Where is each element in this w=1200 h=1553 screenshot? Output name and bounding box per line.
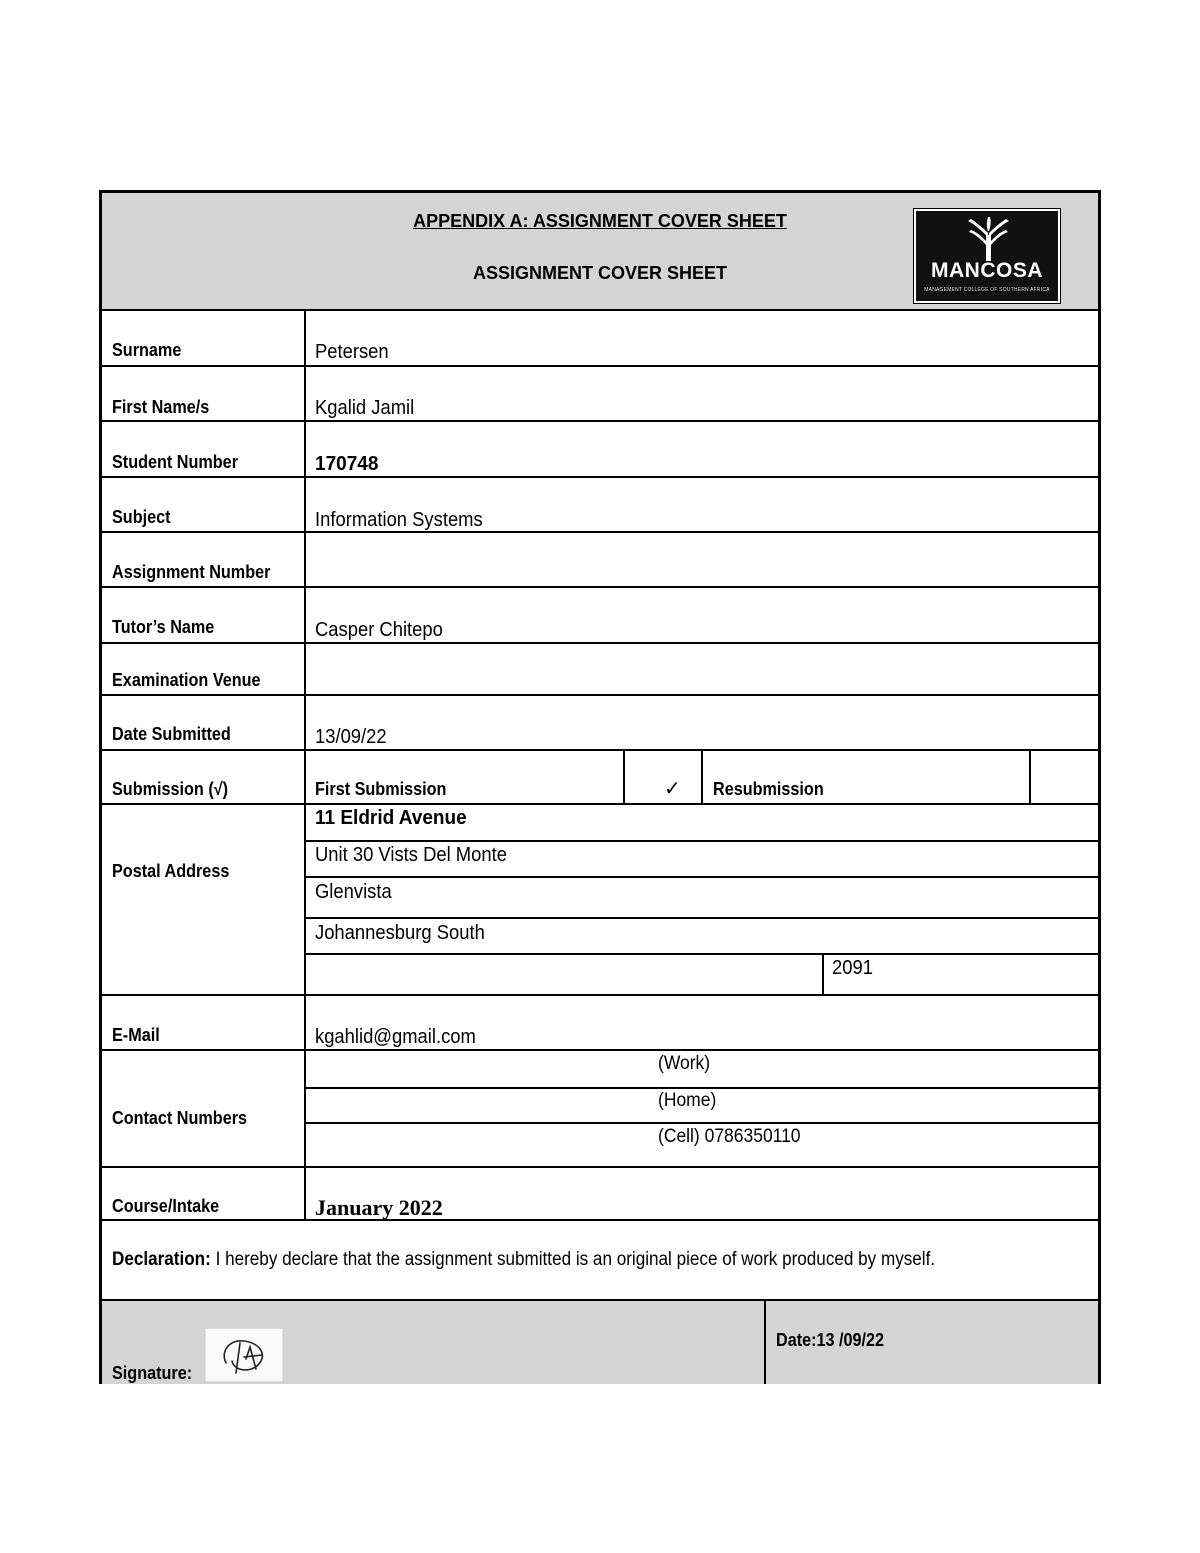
postal-line-2[interactable]: Unit 30 Vists Del Monte xyxy=(315,844,507,866)
row-divider xyxy=(102,365,1098,367)
postal-line-divider xyxy=(304,917,1098,919)
row-divider xyxy=(102,1299,1098,1301)
declaration xyxy=(112,1249,935,1271)
row-divider xyxy=(102,803,1098,805)
label-column-divider xyxy=(304,309,306,1219)
contact-numbers-label: Contact Numbers xyxy=(112,1108,248,1128)
appendix-title: APPENDIX A: ASSIGNMENT COVER SHEET xyxy=(413,211,787,231)
postal-line-divider xyxy=(304,953,1098,955)
tree-emblem-icon xyxy=(916,217,1062,263)
submission-label: Submission (√) xyxy=(112,779,229,799)
postal-address-label: Postal Address xyxy=(112,861,230,881)
submission-divider xyxy=(701,749,703,803)
surname-label: Surname xyxy=(112,340,182,360)
first-name-label: First Name/s xyxy=(112,397,210,417)
tutor-name-value[interactable]: Casper Chitepo xyxy=(315,619,443,641)
contact-home[interactable]: (Home) xyxy=(658,1090,717,1111)
logo-tagline: MANAGEMENT COLLEGE OF SOUTHERN AFRICA xyxy=(924,287,1050,293)
first-name-value[interactable]: Kgalid Jamil xyxy=(315,397,415,419)
row-divider xyxy=(102,476,1098,478)
signature-label: Signature: xyxy=(112,1363,193,1383)
postal-line-4[interactable]: Johannesburg South xyxy=(315,922,485,944)
postal-line-3[interactable]: Glenvista xyxy=(315,881,392,903)
contact-line-divider xyxy=(304,1122,1098,1124)
postal-code[interactable]: 2091 xyxy=(832,957,873,979)
postal-line-divider xyxy=(304,840,1098,842)
subject-label: Subject xyxy=(112,507,171,527)
assignment-cover-sheet xyxy=(99,190,1101,1384)
email-value[interactable]: kgahlid@gmail.com xyxy=(315,1026,476,1048)
logo-wordmark: MANCOSA xyxy=(931,259,1043,282)
footer-divider xyxy=(764,1299,766,1384)
signature-image xyxy=(205,1328,283,1382)
row-divider xyxy=(102,694,1098,696)
exam-venue-label: Examination Venue xyxy=(112,670,261,690)
student-number-value[interactable]: 170748 xyxy=(315,453,379,475)
email-label: E-Mail xyxy=(112,1025,160,1045)
mancosa-logo xyxy=(914,209,1060,303)
course-intake-value[interactable]: January 2022 xyxy=(315,1195,443,1220)
tutor-name-label: Tutor’s Name xyxy=(112,617,215,637)
row-divider xyxy=(102,749,1098,751)
row-divider xyxy=(102,1219,1098,1221)
submission-divider xyxy=(1029,749,1031,803)
course-intake-label: Course/Intake xyxy=(112,1196,220,1216)
contact-work[interactable]: (Work) xyxy=(658,1053,711,1074)
row-divider xyxy=(102,1049,1098,1051)
row-divider xyxy=(102,309,1098,311)
declaration-text: I hereby declare that the assignment submitted is an original piece of work produced by myself. xyxy=(210,1249,936,1270)
first-submission-label: First Submission xyxy=(315,779,447,799)
row-divider xyxy=(102,420,1098,422)
row-divider xyxy=(102,1166,1098,1168)
row-divider xyxy=(102,586,1098,588)
postal-line-1[interactable]: 11 Eldrid Avenue xyxy=(315,807,467,829)
signature-date: Date:13 /09/22 xyxy=(776,1330,885,1350)
resubmission-label: Resubmission xyxy=(713,779,824,799)
contact-cell[interactable]: (Cell) 0786350110 xyxy=(658,1126,801,1147)
row-divider xyxy=(102,994,1098,996)
submission-divider xyxy=(623,749,625,803)
subject-value[interactable]: Information Systems xyxy=(315,509,483,531)
declaration-label: Declaration: xyxy=(112,1249,211,1270)
date-submitted-value[interactable]: 13/09/22 xyxy=(315,726,387,748)
contact-line-divider xyxy=(304,1087,1098,1089)
surname-value[interactable]: Petersen xyxy=(315,341,389,363)
student-number-label: Student Number xyxy=(112,452,239,472)
cover-sheet-subtitle: ASSIGNMENT COVER SHEET xyxy=(472,263,728,283)
row-divider xyxy=(102,642,1098,644)
postal-code-divider xyxy=(822,953,824,994)
handwritten-signature-icon xyxy=(206,1329,282,1381)
postal-line-divider xyxy=(304,876,1098,878)
row-divider xyxy=(102,531,1098,533)
date-submitted-label: Date Submitted xyxy=(112,724,231,744)
first-submission-checkmark[interactable]: ✓ xyxy=(664,778,681,800)
assignment-number-label: Assignment Number xyxy=(112,562,271,582)
